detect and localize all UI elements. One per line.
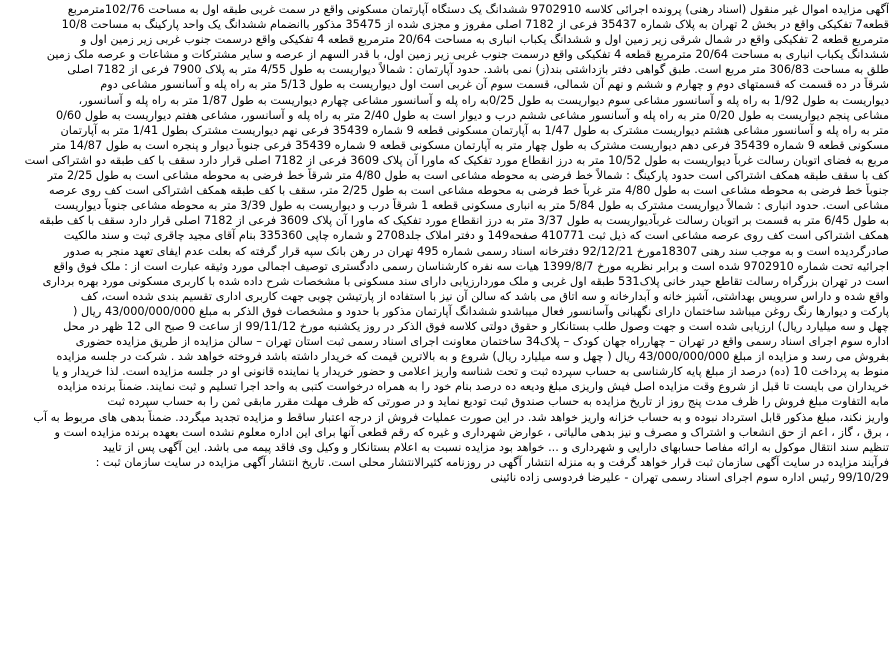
notice-line: طلق به مساحت 306/83 متر مربع است. طبق گواهی دفتر بازداشتی بند(ز) نمی باشد. حدود آپارتمان : شمالاً دیواریست به طول 4/55 متر به پلاک 7900 فرعی از 7182 اصلی (67, 63, 889, 77)
notice-line: قطعه7 تفکیکی واقع در بخش 2 تهران به پلاک شماره 35437 فرعی از 7182 اصلی مفروز و مجزی شده از 35475 مذکور باانضمام ششدانگ یک واحد پارکینگ به مساحت 10/8 (61, 18, 889, 32)
notice-line: مشاعی پنجم دیواریست به طول 0/20 متر به راه پله و آسانسور مشاعی ششم درب و دیوار است به طول 2/40 متر به راه پله و آسانسور، مشاعی هفتم دیواریست به طول 0/60 (55, 108, 889, 122)
notice-line: مابه التفاوت مبلغ فروش را ظرف مدت پنج روز از تاریخ مزایده به حساب صندوق ثبت تودیع نماید و در صورتی که ظرف مهلت مقرر مابقی ثمن را به حساب سپرده ثبت (107, 395, 889, 409)
notice-line: جنوباً خط فرضی به محوطه مشاعی است به طول 4/80 متر غرباً خط فرضی به محوطه مشاعی است به طول 2/25 متر، سقف با کف طبقه همکف اشتراکی است کف روی عرصه (49, 184, 889, 198)
notice-line: بفروش می رسد و مزایده از مبلغ 43/000/000/000 ریال ( چهل و سه میلیارد ریال) شروع و به بالاترین قیمت که خریدار داشته باشد فروخته خواهد شد . شرکت در جلسه مزایده (56, 350, 889, 364)
notice-line: ششدانگ یکباب انباری به مساحت 20/64 مترمربع قطعه 4 تفکیکی واقع درسمت جنوب غربی زیر زمین اول، با قدر السهم از عرصه و سایر مشترکات و مشاعات و عرصه ملک زمین (46, 48, 889, 62)
notice-line: واقع شده و داراس سرویس بهداشتی، آشپز خانه و آبدارخانه و سه اتاق می باشد که سالن آن نیز با استفاده از پارتیشن چوبی جهت کاربری اداری تقسیم بندی شده است، کف (80, 289, 889, 303)
notice-line: واریز نکند، مبلغ مذکور قابل استرداد نبوده و به حساب خزانه واریز خواهد شد. در این صورت عملیات فروش از درجه اعتبار ساقط و مزایده تجدید میگردد. ضمناً بدهی های مربوط به آب (33, 410, 889, 424)
notice-line: مسکونی قطعه 9 شماره 35439 فرعی دهم دیواریست مشترک به طول چهار متر به آپارتمان مسکونی قطعه 9 شماره 35439 فرعی جنوباً دیوار و پنجره است به طول 14/87 متر (50, 138, 889, 152)
notice-line: ، برق ، گاز ، اعم از حق انشعاب و اشتراک و مصرف و نیز بدهی مالیاتی ، عوارض شهرداری و غیره که رقم قطعی آنها برای این اداره معلوم نشده است بعهده برنده مزایده است و (54, 425, 889, 439)
notice-line: دیواریست به طول 1/92 به راه پله و آسانسور مشاعی سوم دیواریست به طول 0/25به راه پله و آسانسور مشاعی چهارم دیواریست به طول 1/87 متر به راه پله و آسانسور، (78, 93, 889, 107)
notice-line: است در تهران بزرگراه رسالت تقاطع حیدر خانی پلاک531 طبقه اول غربی و ملک موردارزیابی دارای سند مسکونی با مشخصات شرح داده شده با کاربری مسکونی مورد بهره برداری (42, 274, 889, 288)
notice-line: متر به راه پله و آسانسور مشاعی هشتم دیواریست مشترک به طول 1/47 به آپارتمان مسکونی قطعه 9 شماره 35439 فرعی نهم دیواریست مشترک بطول 1/41 متر به آپارتمان (60, 123, 889, 137)
notice-line: چهل و سه میلیارد ریال) ارزیابی شده است و جهت وصول طلب بستانکار و حقوق دولتی کلاسه فوق الذکر در روز یکشنبه مورخ 99/11/12 از ساعت 9 صبح الی 12 ظهر در محل (63, 319, 889, 333)
notice-line: اجرائیه تحت شماره 9702910 شده است و برابر نظریه مورخ 1399/8/7 هیات سه نفره کارشناسان رسمی دادگستری توصیف اجمالی مورد وثیقه عبارت است از : ملک فوق واقع (53, 259, 889, 273)
notice-line: مشاعی است. حدود انباری : شمالاً دیواریست مشترک به طول 5/84 متر به انباری مسکونی قطعه 1 شرقاً درب و دیواریست به طول 3/39 متر به محوطه مشاعی جنوباً دیواریست (54, 199, 889, 213)
notice-line: شرقاً در ده قسمت که قسمتهای دوم و چهارم و ششم و نهم آن شمالی، قسمت سوم آن غربی است اول دیواریست به طول 5/13 متر به راه پله و آسانسور مشاعی دوم (100, 78, 889, 92)
notice-line: اداره سوم اجرای اسناد رسمی واقع در تهران – چهارراه جهان کودک – پلاک34 ساختمان معاونت اجرای اسناد رسمی ثبت استان تهران – سالن مزایده از طریق مزایده حضوری (75, 335, 889, 349)
notice-line: مربع به فضای اتوبان رسالت غرباً دیواریست به طول 10/52 متر به درز انقطاع مورد تفکیک که ماورا آن پلاک 3609 فرعی از 7182 اصلی قرار دارد سقف با کف طبقه دو اشتراکی است (24, 153, 889, 167)
notice-line: آگهی مزایده اموال غیر منقول (اسناد رهنی) پرونده اجرائی کلاسه 9702910 ششدانگ یک دستگاه آپارتمان مسکونی واقع در سمت غربی طبقه اول به مساحت 102/76مترمربع (67, 3, 889, 16)
notice-line: همکف اشتراکی است کف روی عرصه مشاعی است که ذیل ثبت 410771 صفحه149 و دفتر املاک جلد2708 و شماره چاپی 335360 بنام آقای مجید چاقری ثبت و سند مالکیت (63, 229, 889, 243)
notice-line: خریداران می بایست تا قبل از شروع وقت مزایده اصل فیش واریزی مبلغ ودیعه ده درصد بنام خود را به همراه درخواست کتبی به واحد اجرا تسلیم و ثبت نمایند. ضمناً برنده مزایده (57, 380, 889, 394)
notice-line: تنظیم سند انتقال موکول به ارائه مفاصا حسابهای دارایی و شهرداری و ... خواهد بود مزایده نسبت به اعلام بستانکار و وکیل وی فاقد پیمه می باشد. این آگهی پس از تایید (102, 440, 889, 454)
notice-line: پارکت و دیوارها رنگ روغن میباشد ساختمان دارای نگهبانی وآسانسور فعال میباشدو ششدانگ آپارتمان مذکور با حدود و مشخصات فوق الذکر به مبلغ 43/000/000/000 ریال ( (73, 304, 889, 318)
notice-line: فرآیند مزایده در سایت آگهی سازمان ثبت قرار خواهد گرفت و به منزله انتشار آگهی در روزنامه کثیرالانتشار محلی است. تاریخ انتشار آگهی مزایده در سایت سازمان ثبت : (95, 455, 889, 469)
notice-line: کف با سقف طبقه همکف اشتراکی است حدود پارکینگ : شمالاً خط فرضی به محوطه مشاعی است به طول 4/80 متر شرقاً خط فرضی به محوطه مشاعی است به طول 2/25 متر (47, 169, 889, 183)
notice-line: مترمربع قطعه 2 تفکیکی واقع در شمال شرقی زیر زمین اول و ششدانگ یکباب انباری به مساحت 20/64 مترمربع قطعه 4 تفکیکی واقع درسمت جنوب غربی زیر زمین اول و (80, 33, 889, 47)
notice-signature-line: 99/10/29 رئیس اداره سوم اجرای اسناد رسمی تهران - علیرضا فردوسی زاده نائینی (490, 470, 889, 484)
notice-line: صادرگردیده است و به موجب سند رهنی 18307مورخ 92/12/21 دفترخانه اسناد رسمی شماره 495 تهران در رهن بانک سپه قرار گرفته که بعلت عدم ایفای تعهد منجر به صدور (64, 244, 889, 258)
notice-line: به طول 6/45 متر به قسمت بر اتوبان رسالت غرباًدیواریست به طول 3/37 متر به درز انقطاع مورد تفکیک که ماورا آن پلاک 3609 فرعی از 7182 اصلی قرار دارد سقف با کف طبقه (39, 214, 889, 228)
notice-line: منوط به پرداخت 10 (ده) درصد از مبلغ پایه کارشناسی به حساب سپرده ثبت و تحت شناسه واریز اعلامی و حضور خریدار یا نماینده قانونی او در جلسه مزایده است. لذا خریدار و یا (52, 365, 889, 379)
